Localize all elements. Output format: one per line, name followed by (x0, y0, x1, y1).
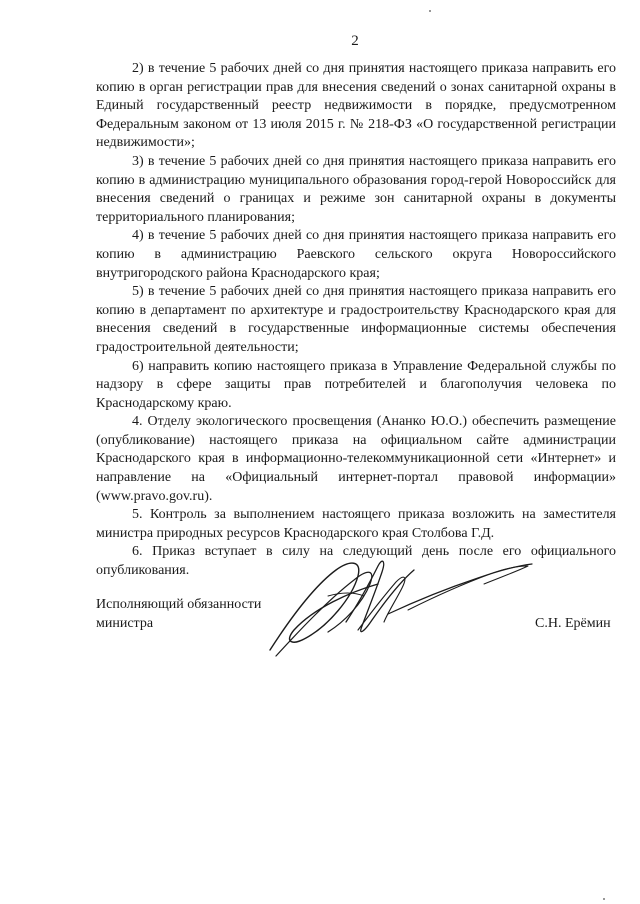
paragraph-clause-6: 6. Приказ вступает в силу на следующий день после его официального опубликования. (96, 544, 616, 579)
paragraph-item-6: 6) направить копию настоящего приказа в Управление Федеральной службы по надзору в сфере защиты прав потребителей и благополучия человека по Краснодарскому краю. (96, 358, 616, 411)
signatory-name: С.Н. Ерёмин (535, 616, 611, 631)
signatory-title (96, 595, 261, 633)
paragraph-clause-5: 5. Контроль за выполнением настоящего приказа возложить на заместителя министра природных ресурсов Краснодарского края Столбова Г.Д. (96, 507, 616, 541)
scan-speck (603, 898, 605, 900)
handwritten-signature (258, 552, 538, 662)
signatory-title-line-1: Исполняющий обязанности (96, 597, 262, 612)
page-number: 2 (351, 33, 359, 49)
paragraph-item-2: 2) в течение 5 рабочих дней со дня принятия настоящего приказа направить его копию в орган регистрации прав для внесения сведений о зонах санитарной охраны в Единый государственный реестр недвижимости в порядке, предусмотренном Федеральным законом от 13 июля 2015 г. № 218-ФЗ «О государственной регистрации недвижимости»; (96, 61, 616, 151)
paragraph-item-3: 3) в течение 5 рабочих дней со дня принятия настоящего приказа направить его копию в администрацию муниципального образования город-герой Новороссийск для внесения сведений о границах и режиме зон санитарной охраны в документы территориального планирования; (96, 153, 616, 225)
paragraph-item-5: 5) в течение 5 рабочих дней со дня принятия настоящего приказа направить его копию в департамент по архитектуре и градостроительству Краснодарского края для внесения сведений в государственные информационные системы обеспечения градостроительной деятельности; (96, 284, 616, 355)
order-body (96, 60, 616, 581)
paragraph-item-4: 4) в течение 5 рабочих дней со дня принятия настоящего приказа направить его копию в администрацию Раевского сельского округа Новороссийского внутригородского района Краснодарского края; (96, 228, 616, 281)
signatory-title-line-2: министра (96, 616, 154, 631)
scan-speck (429, 10, 431, 12)
paragraph-clause-4: 4. Отделу экологического просвещения (Ананко Ю.О.) обеспечить размещение (опубликование) настоящего приказа на официальном сайте администрации Краснодарского края в информационно-телекоммуникационной сети «Интернет» и направление на «Официальный интернет-портал правовой информации» (www.pravo.gov.ru). (96, 414, 616, 504)
